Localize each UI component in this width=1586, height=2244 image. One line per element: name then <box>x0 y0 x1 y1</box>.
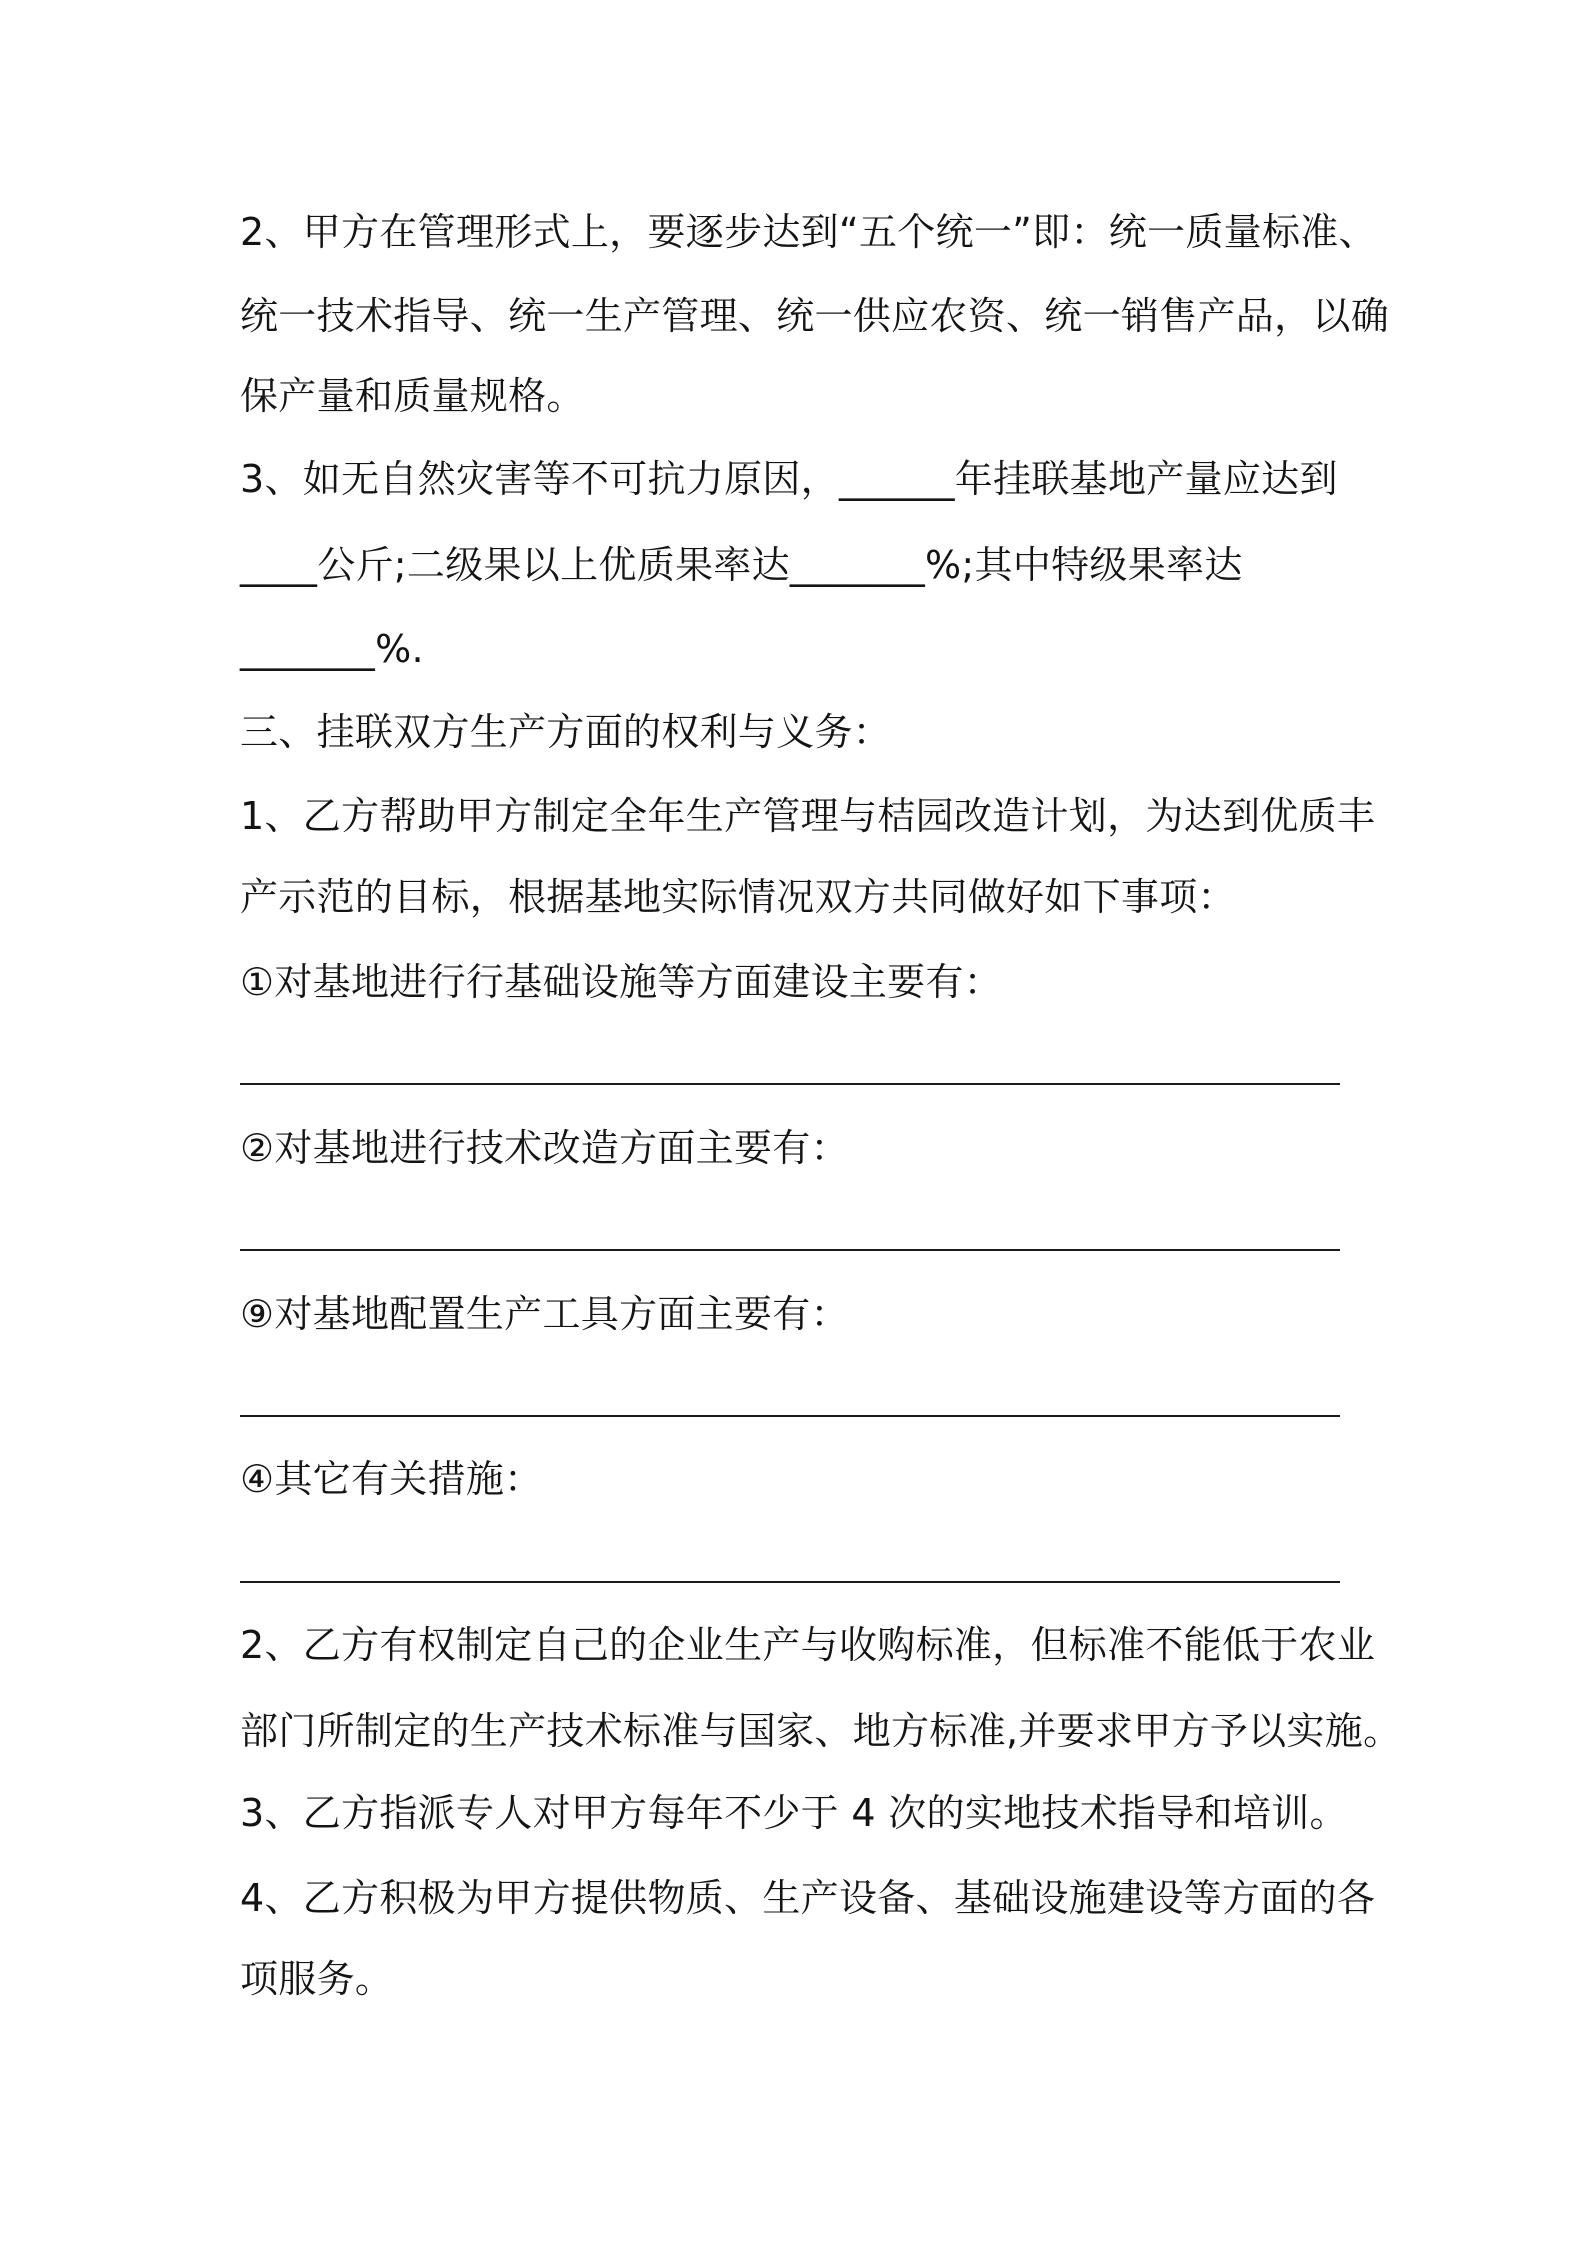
section-3-item-2-line-2: 部门所制定的生产技术标准与国家、地方标准,并要求甲方予以实施。 <box>240 1709 1402 1753</box>
measure-2-blank-line <box>240 1249 1340 1251</box>
paragraph-3-line-3: _______%. <box>240 627 424 671</box>
section-3-item-4-line-2: 项服务。 <box>240 1957 394 2001</box>
section-3-item-2-line-1: 2、乙方有权制定自己的企业生产与收购标准，但标准不能低于农业 <box>240 1623 1376 1667</box>
measure-3-blank-line <box>240 1415 1340 1417</box>
measure-2-label: ②对基地进行技术改造方面主要有： <box>240 1126 849 1170</box>
measure-4-blank-line <box>240 1581 1340 1583</box>
measure-3-label: ⑨对基地配置生产工具方面主要有： <box>240 1292 849 1336</box>
paragraph-3-line-1: 3、如无自然灾害等不可抗力原因，______年挂联基地产量应达到 <box>240 457 1338 501</box>
paragraph-2-line-2: 统一技术指导、统一生产管理、统一供应农资、统一销售产品，以确 <box>240 294 1390 338</box>
measure-1-label: ①对基地进行行基础设施等方面建设主要有： <box>240 960 1003 1004</box>
paragraph-2-line-1: 2、甲方在管理形式上，要逐步达到“五个统一”即：统一质量标准、 <box>240 210 1377 254</box>
section-3-item-4-line-1: 4、乙方积极为甲方提供物质、生产设备、基础设施建设等方面的各 <box>240 1876 1376 1920</box>
section-3-item-1-line-1: 1、乙方帮助甲方制定全年生产管理与桔园改造计划，为达到优质丰 <box>240 794 1376 838</box>
section-3-heading: 三、挂联双方生产方面的权利与义务： <box>240 710 892 754</box>
paragraph-3-line-2: ____公斤;二级果以上优质果率达_______%;其中特级果率达 <box>240 543 1243 587</box>
measure-1-blank-line <box>240 1083 1340 1085</box>
section-3-item-3: 3、乙方指派专人对甲方每年不少于 4 次的实地技术指导和培训。 <box>240 1791 1348 1835</box>
section-3-item-1-line-2: 产示范的目标，根据基地实际情况双方共同做好如下事项： <box>240 875 1236 919</box>
measure-4-label: ④其它有关措施： <box>240 1457 543 1501</box>
paragraph-2-line-3: 保产量和质量规格。 <box>240 374 585 418</box>
